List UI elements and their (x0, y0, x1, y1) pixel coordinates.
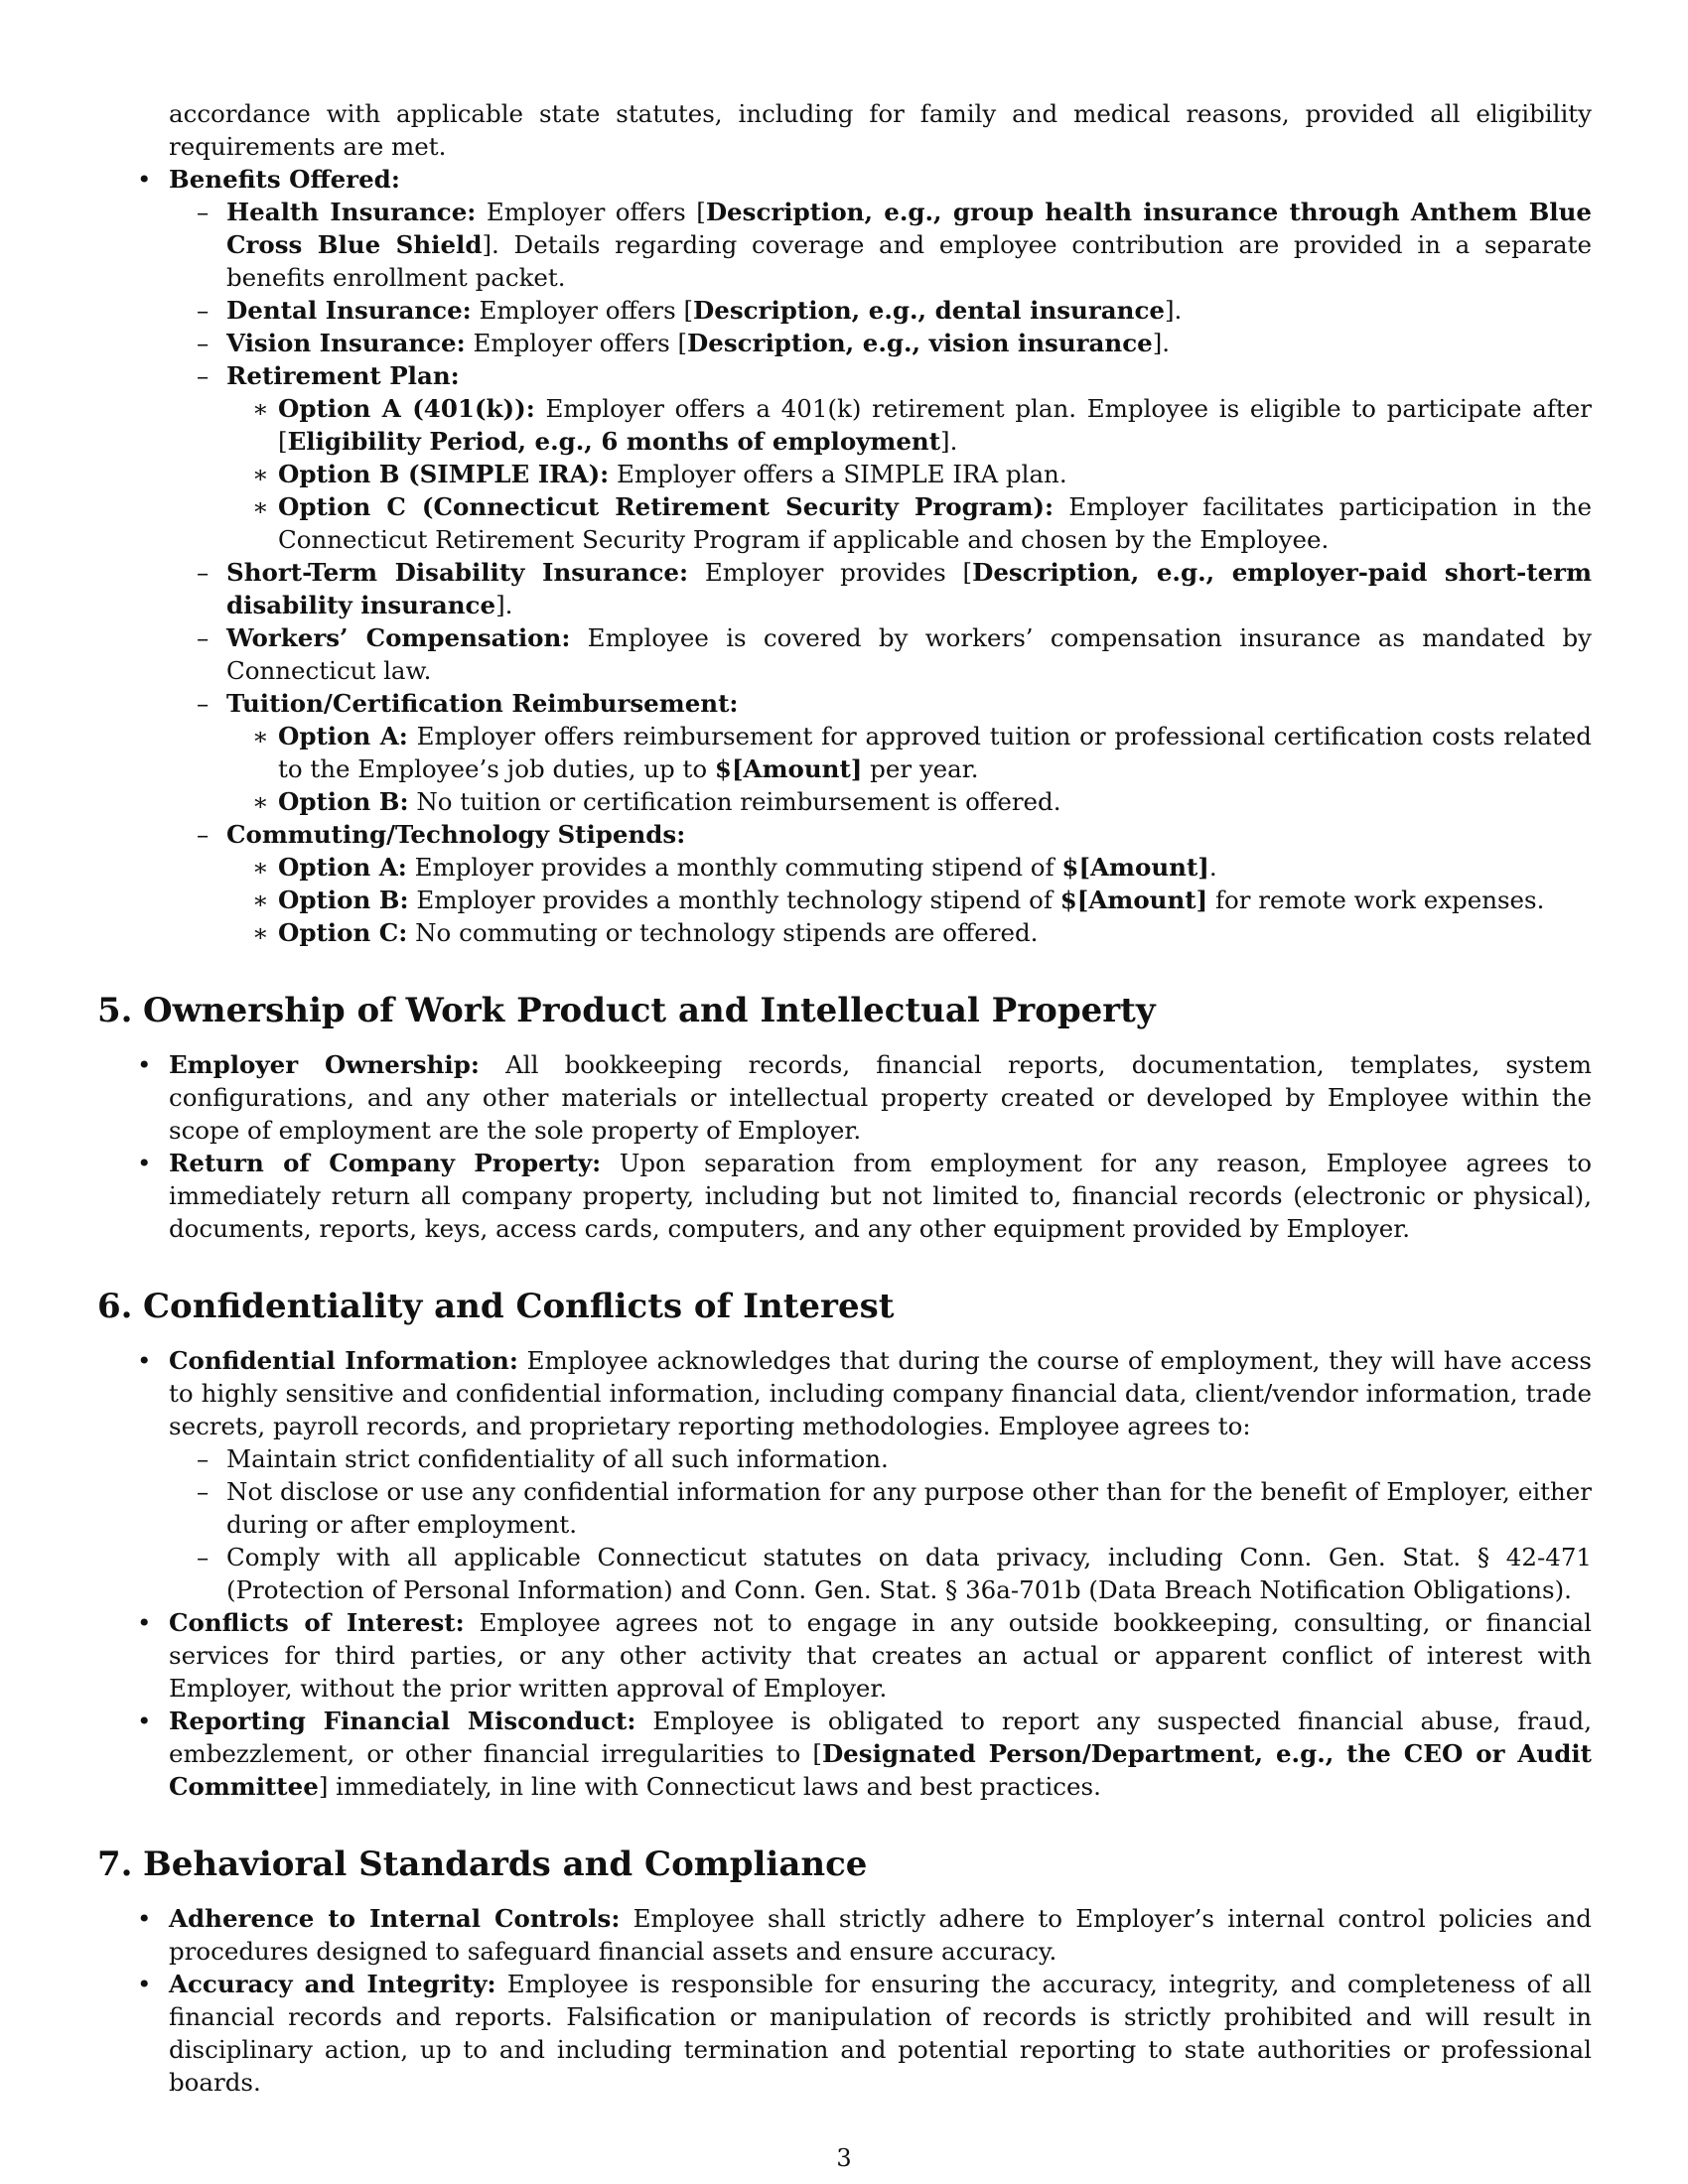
retirement-opt-b-text: Employer offers a SIMPLE IRA plan. (609, 460, 1067, 488)
retirement-options (226, 392, 1592, 556)
workers-compensation-item (169, 621, 1592, 687)
page-number: 3 (836, 2144, 852, 2172)
section-6-heading (97, 1287, 1592, 1326)
vision-pre: Employer offers [ (465, 329, 688, 357)
retirement-opt-a-placeholder: Eligibility Period, e.g., 6 months of employment (287, 427, 941, 456)
tuition-option-a (226, 720, 1592, 785)
section-5-heading (97, 991, 1592, 1030)
employer-ownership-item (97, 1048, 1592, 1147)
ownership-text: All bookkeeping records, financial reports, documentation, templates, system configurations, and any other materials or intellectual property created or developed by Employee within the scope of employment are the sole property of Employer. (169, 1050, 1592, 1145)
health-insurance-item (169, 196, 1592, 294)
confidential-subitem: – Not disclose or use any confidential information for any purpose other than for the benefit of Employer, either during or after employment. (169, 1475, 1592, 1541)
return-property-item (97, 1147, 1592, 1245)
vision-insurance-item (169, 327, 1592, 359)
confidential-label: Confidential Information: (169, 1346, 518, 1375)
dental-insurance-item (169, 294, 1592, 327)
stipend-opt-b-post: for remote work expenses. (1207, 886, 1545, 914)
benefits-sublist (169, 196, 1592, 949)
controls-label: Adherence to Internal Controls: (169, 1904, 621, 1933)
dental-placeholder: Description, e.g., dental insurance (693, 296, 1165, 325)
stipend-opt-c-text: No commuting or technology stipends are offered. (407, 918, 1039, 947)
page-content (97, 97, 1592, 2099)
stipend-opt-c-label: Option C: (278, 918, 408, 947)
retirement-opt-a-pre: Employer offers a 401(k) retirement plan. Employee is eligible to participate after [ (278, 394, 1592, 456)
section-7-list (97, 1902, 1592, 2099)
section-7-title: Behavioral Standards and Compliance (143, 1844, 868, 1884)
stipend-option-c (226, 916, 1592, 949)
section-6-list (97, 1344, 1592, 1803)
stipends-label: Commuting/Technology Stipends: (226, 820, 686, 849)
health-placeholder: Description, e.g., group health insurance through Anthem Blue Cross Blue Shield (226, 198, 1592, 259)
stipend-opt-b-amount: $[Amount] (1059, 886, 1208, 914)
dental-label: Dental Insurance: (226, 296, 472, 325)
misconduct-pre: Employee is obligated to report any suspected financial abuse, fraud, embezzlement, or other financial irregularities to [ (169, 1706, 1593, 1768)
continuation-paragraph: accordance with applicable state statutes, including for family and medical reasons, provided all eligibility requirements are met. (169, 99, 1592, 161)
tuition-opt-a-post: per year. (862, 754, 979, 783)
vision-post: ]. (1152, 329, 1171, 357)
section-5-list (97, 1048, 1592, 1245)
misconduct-placeholder: Designated Person/Department, e.g., the CEO or Audit Committee (169, 1739, 1592, 1801)
tuition-reimbursement-item (169, 687, 1592, 818)
std-post: ]. (495, 591, 513, 619)
retirement-label: Retirement Plan: (226, 361, 460, 390)
return-text: Upon separation from employment for any reason, Employee agrees to immediately return all company property, including but not limited to, financial records (electronic or physical), documents, reports, keys, access cards, computers, and any other equipment provided by Employer. (169, 1149, 1593, 1243)
stipends-item (169, 818, 1592, 949)
tuition-option-b (226, 785, 1592, 818)
conflicts-text: Employee agrees not to engage in any outside bookkeeping, consulting, or financial services for third parties, or any other activity that creates an actual or apparent conflict of interest with Employer, without the prior written approval of Employer. (169, 1608, 1592, 1703)
short-term-disability-item (169, 556, 1592, 621)
stipend-opt-a-amount: $[Amount] (1061, 853, 1209, 882)
std-label: Short-Term Disability Insurance: (226, 558, 689, 587)
benefits-list (97, 163, 1592, 949)
stipend-opt-b-label: Option B: (278, 886, 409, 914)
conflicts-label: Conflicts of Interest: (169, 1608, 465, 1637)
section-6-title: Confidentiality and Conflicts of Interest (143, 1287, 895, 1326)
return-label: Return of Company Property: (169, 1149, 602, 1177)
health-post: ]. Details regarding coverage and employee contribution are provided in a separate benefits enrollment packet. (226, 230, 1592, 292)
accuracy-integrity-item (97, 1968, 1592, 2099)
misconduct-label: Reporting Financial Misconduct: (169, 1706, 636, 1735)
health-pre: Employer offers [ (476, 198, 706, 226)
retirement-option-a (226, 392, 1592, 458)
accuracy-label: Accuracy and Integrity: (169, 1970, 496, 1998)
stipend-options (226, 851, 1592, 949)
internal-controls-item (97, 1902, 1592, 1968)
vision-label: Vision Insurance: (226, 329, 466, 357)
confidential-subitem: – Comply with all applicable Connecticut statutes on data privacy, including Conn. Gen. Stat. § 42-471 (Protection of Personal Information) and Conn. Gen. Stat. § 36a-701b (Data Breach Notification Obligations). (169, 1541, 1592, 1606)
stipend-option-a (226, 851, 1592, 884)
confidential-text: Employee acknowledges that during the course of employment, they will have access to highly sensitive and confidential information, including company financial data, client/vendor information, trade secrets, payroll records, and proprietary reporting methodologies. Employee agrees to: (169, 1346, 1593, 1440)
workers-text: Employee is covered by workers’ compensation insurance as mandated by Connecticut law. (226, 623, 1593, 685)
confidential-info-item (97, 1344, 1592, 1606)
dental-pre: Employer offers [ (471, 296, 694, 325)
tuition-opt-a-pre: Employer offers reimbursement for approved tuition or professional certification costs related to the Employee’s job duties, up to (278, 722, 1592, 783)
vision-placeholder: Description, e.g., vision insurance (687, 329, 1153, 357)
std-placeholder: Description, e.g., employer-paid short-term disability insurance (226, 558, 1592, 619)
confidential-sublist (169, 1442, 1592, 1606)
section-7-heading (97, 1844, 1592, 1884)
misconduct-item (97, 1705, 1592, 1803)
workers-label: Workers’ Compensation: (226, 623, 571, 652)
ownership-label: Employer Ownership: (169, 1050, 480, 1079)
tuition-opt-a-amount: $[Amount] (714, 754, 863, 783)
tuition-label: Tuition/Certification Reimbursement: (226, 689, 739, 718)
tuition-opt-a-label: Option A: (278, 722, 408, 751)
retirement-opt-b-label: Option B (SIMPLE IRA): (278, 460, 610, 488)
dental-post: ]. (1164, 296, 1183, 325)
section-5-title: Ownership of Work Product and Intellectual Property (143, 991, 1156, 1030)
stipend-opt-a-label: Option A: (278, 853, 407, 882)
retirement-opt-a-label: Option A (401(k)): (278, 394, 535, 423)
retirement-plan-item (169, 359, 1592, 556)
misconduct-post: ] immediately, in line with Connecticut laws and best practices. (318, 1772, 1101, 1801)
confidential-subitem: – Maintain strict confidentiality of all such information. (169, 1442, 1592, 1475)
tuition-options (226, 720, 1592, 818)
tuition-opt-b-text: No tuition or certification reimbursement is offered. (408, 787, 1061, 816)
std-pre: Employer provides [ (688, 558, 973, 587)
benefits-offered-item (97, 163, 1592, 949)
tuition-opt-b-label: Option B: (278, 787, 409, 816)
stipend-opt-b-pre: Employer provides a monthly technology stipend of (408, 886, 1060, 914)
stipend-opt-a-pre: Employer provides a monthly commuting stipend of (406, 853, 1062, 882)
stipend-opt-a-post: . (1208, 853, 1217, 882)
benefits-label: Benefits Offered: (169, 165, 400, 194)
accuracy-text: Employee is responsible for ensuring the accuracy, integrity, and completeness of all financial records and reports. Falsification or manipulation of records is strictly prohibited and will result in disciplinary action, up to and including termination and potential reporting to state authorities or professional boards. (169, 1970, 1592, 2097)
section-6-number: 6. (97, 1287, 133, 1326)
retirement-option-b (226, 458, 1592, 490)
retirement-opt-c-text: Employer facilitates participation in the Connecticut Retirement Security Program if applicable and chosen by the Employee. (278, 492, 1592, 554)
section-5-number: 5. (97, 991, 133, 1030)
stipend-option-b (226, 884, 1592, 916)
controls-text: Employee shall strictly adhere to Employer’s internal control policies and procedures designed to safeguard financial assets and ensure accuracy. (169, 1904, 1592, 1966)
retirement-opt-a-post: ]. (940, 427, 958, 456)
retirement-option-c (226, 490, 1592, 556)
health-label: Health Insurance: (226, 198, 477, 226)
conflicts-item (97, 1606, 1592, 1705)
retirement-opt-c-label: Option C (Connecticut Retirement Security Program): (278, 492, 1055, 521)
section-7-number: 7. (97, 1844, 133, 1884)
